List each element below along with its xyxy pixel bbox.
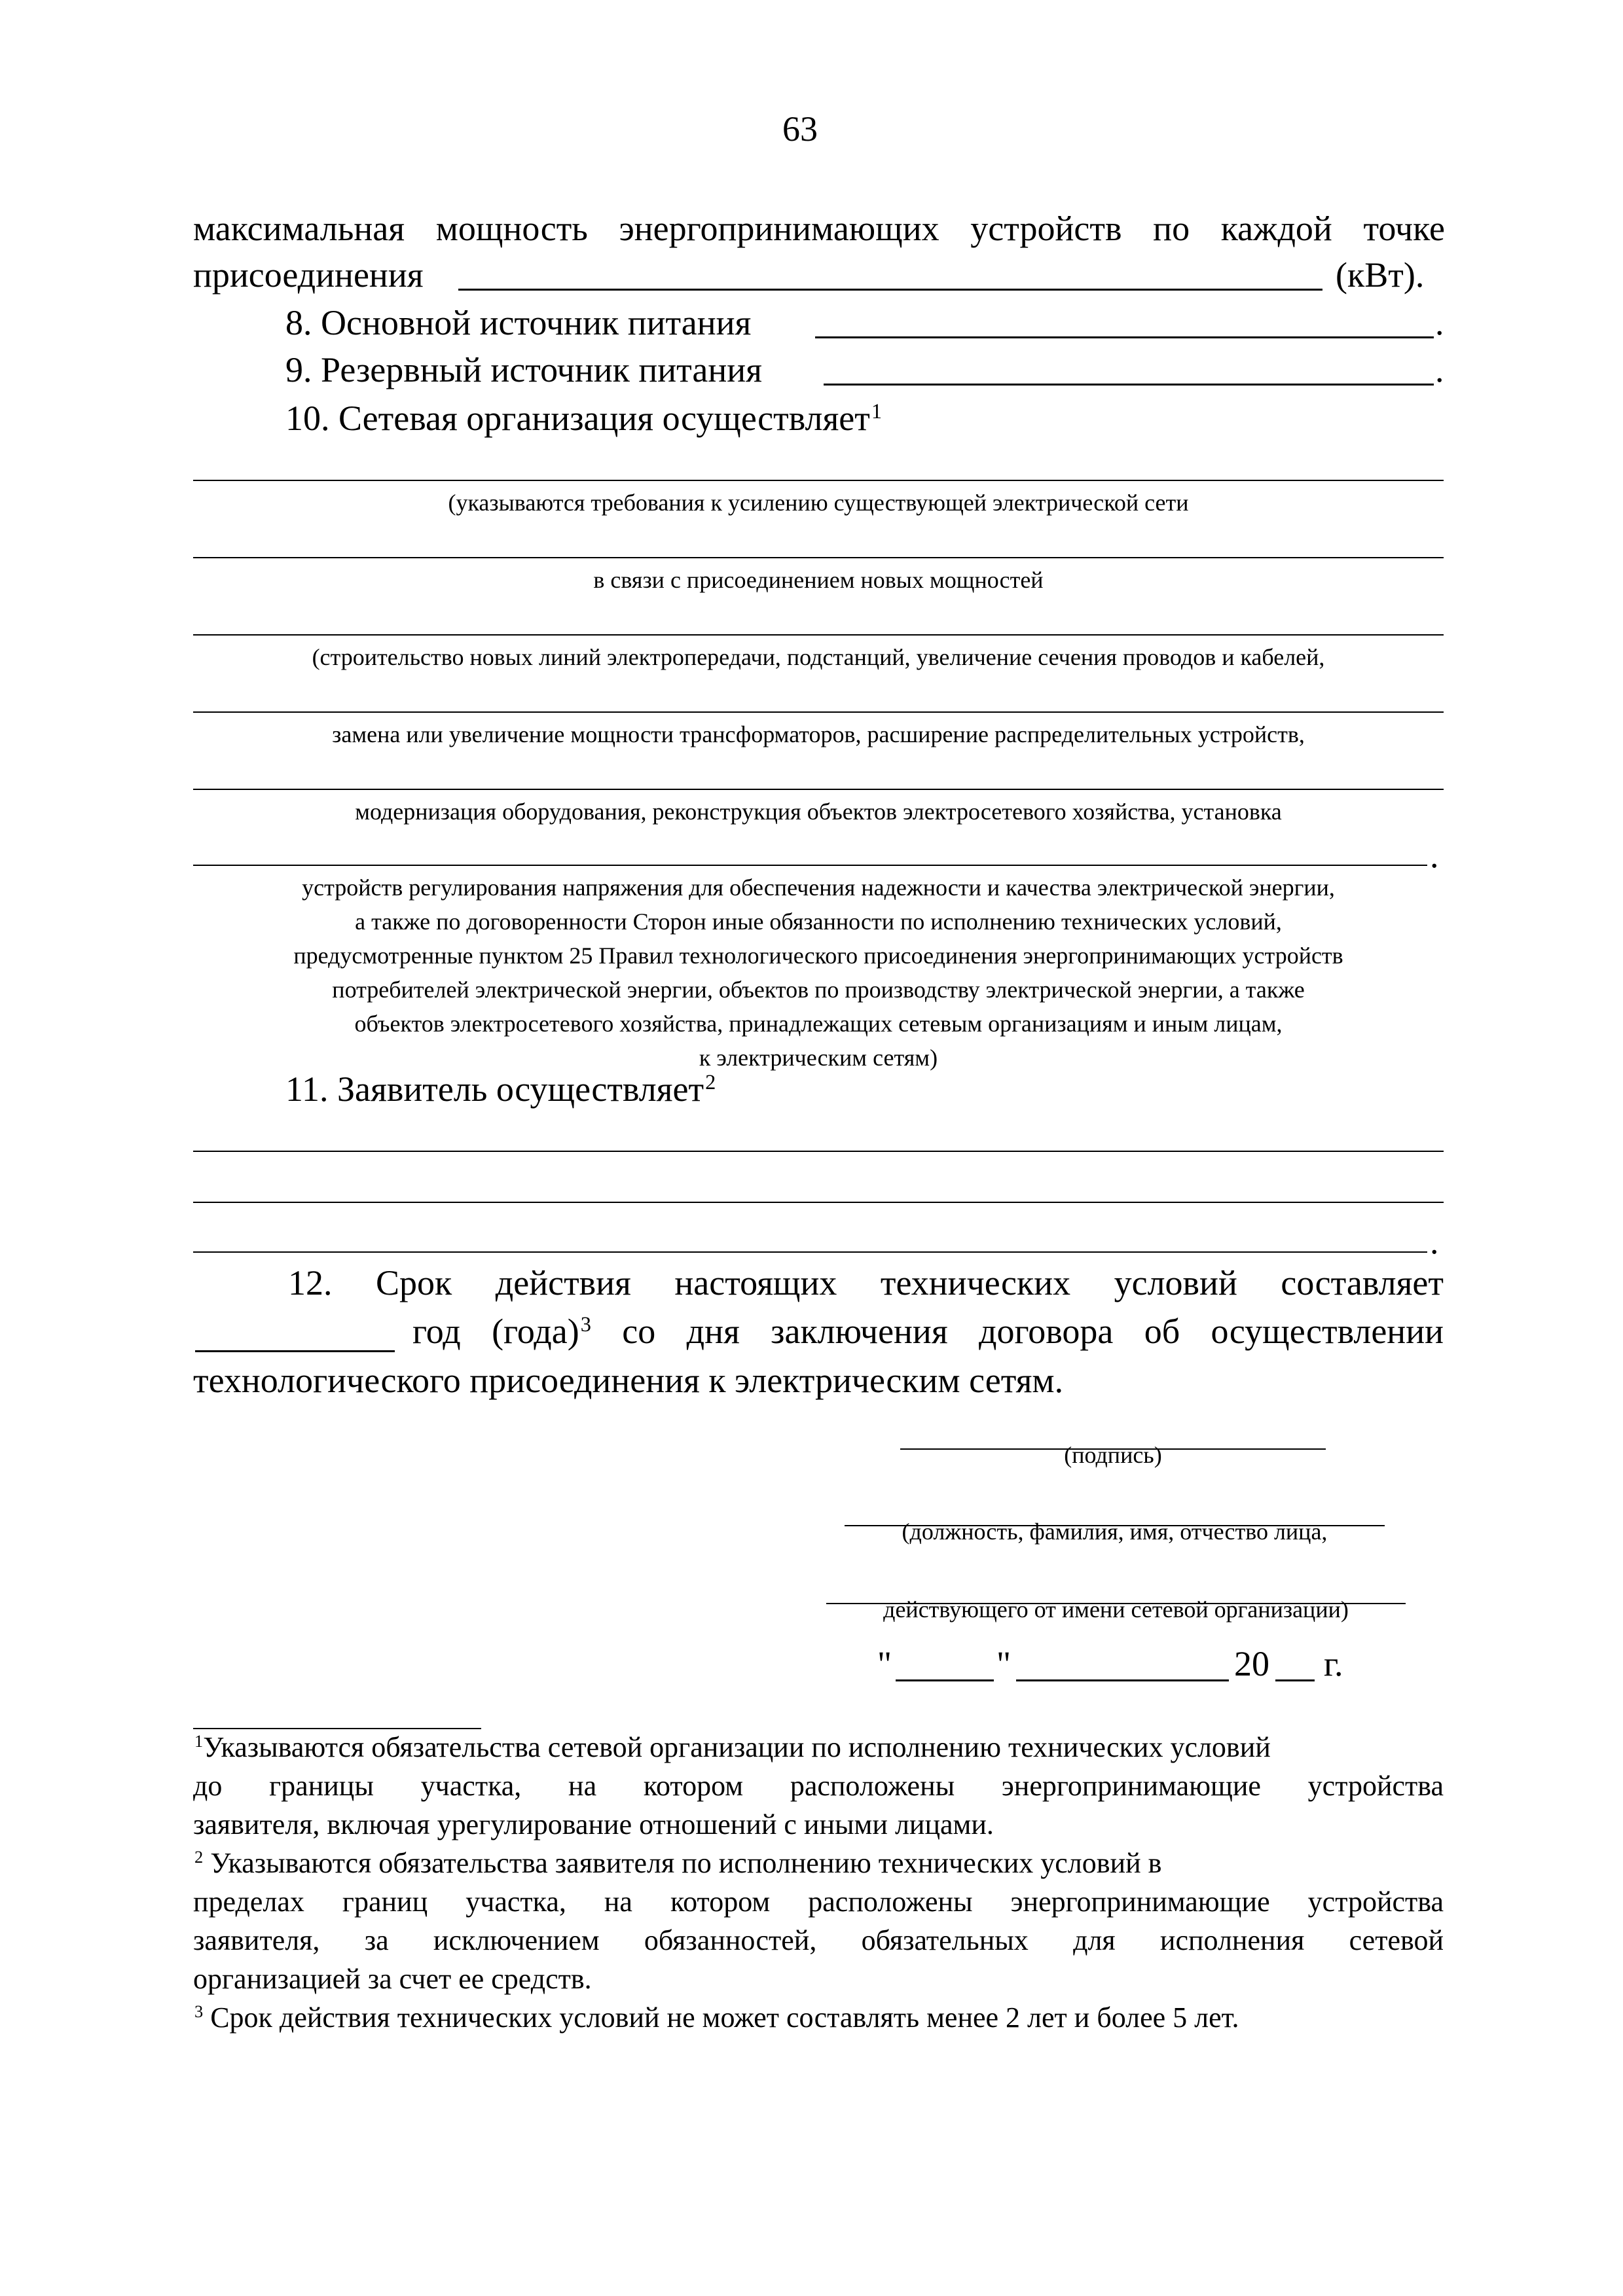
validity-years-field[interactable]	[195, 1350, 395, 1352]
grid-org-hint-block-3: предусмотренные пунктом 25 Правил технологического присоединения энергопринимающих устройств	[293, 942, 1343, 969]
max-power-field[interactable]	[458, 289, 1322, 291]
footnote-separator	[193, 1728, 481, 1729]
footnote-3-number: 3	[194, 2001, 204, 2022]
validity-years-label: год (года)	[412, 1312, 579, 1351]
footnote-1-number: 1	[194, 1731, 204, 1751]
grid-org-obligations-heading	[285, 401, 882, 436]
reserve-power-source-field[interactable]	[824, 384, 1434, 386]
footnote-ref-2: 2	[705, 1071, 716, 1095]
grid-org-field-period: .	[1430, 836, 1439, 875]
page-number: 63	[782, 109, 818, 149]
reserve-power-source-label: 9. Резервный источник питания	[285, 350, 763, 389]
grid-org-hint-block-6: к электрическим сетям)	[699, 1045, 938, 1071]
date-day-field[interactable]	[896, 1679, 994, 1681]
footnote-2-text-1: Указываются обязательства заявителя по исполнению технических условий в	[210, 1847, 1162, 1879]
grid-org-hint-block-5: объектов электросетевого хозяйства, принадлежащих сетевым организациям и иным лицам,	[354, 1011, 1283, 1037]
footnote-1-line-3: заявителя, включая урегулирование отношений с иными лицами.	[193, 1808, 994, 1840]
max-power-unit: (кВт).	[1336, 255, 1425, 295]
grid-org-hint-block-2: а также по договоренности Сторон иные обязанности по исполнению технических условий,	[355, 908, 1282, 935]
grid-org-field-1[interactable]	[193, 480, 1444, 481]
date-month-field[interactable]	[1016, 1679, 1229, 1681]
footnote-2-line-2: пределах границ участка, на котором расположены энергопринимающие устройства	[193, 1886, 1444, 1918]
validity-line-1: 12. Срок действия настоящих технических условий составляет	[288, 1263, 1444, 1302]
date-year-suffix: г.	[1324, 1644, 1343, 1683]
footnote-1-line-1	[193, 1733, 1271, 1762]
validity-line-2	[412, 1314, 1444, 1349]
position-name-label-1: (должность, фамилия, имя, отчество лица,	[902, 1518, 1328, 1545]
grid-org-hint-2: в связи с присоединением новых мощностей	[593, 567, 1044, 593]
footnote-2-line-3: заявителя, за исключением обязанностей, обязательных для исполнения сетевой	[193, 1924, 1444, 1956]
validity-from-label: со дня заключения договора об осуществлении	[622, 1312, 1444, 1351]
applicant-field-3[interactable]	[193, 1251, 1427, 1253]
footnote-ref-1: 1	[871, 400, 883, 424]
grid-org-field-6[interactable]	[193, 865, 1427, 866]
signature-label: (подпись)	[1064, 1442, 1162, 1468]
applicant-field-1[interactable]	[193, 1151, 1444, 1152]
footnote-2-number: 2	[194, 1847, 204, 1867]
main-power-source-period: .	[1435, 303, 1444, 342]
validity-line-3: технологического присоединения к электрическим сетям.	[193, 1361, 1064, 1400]
footnote-2-line-4: организацией за счет ее средств.	[193, 1963, 592, 1995]
main-power-source-label: 8. Основной источник питания	[285, 303, 752, 342]
applicant-field-period: .	[1430, 1222, 1439, 1261]
grid-org-hint-3: (строительство новых линий электропередачи, подстанций, увеличение сечения проводов и кабелей,	[312, 644, 1325, 670]
applicant-obligations-heading	[285, 1071, 716, 1107]
grid-org-hint-1: (указываются требования к усилению существующей электрической сети	[448, 490, 1189, 516]
reserve-power-source-period: .	[1435, 350, 1444, 389]
max-power-label: присоединения	[193, 255, 424, 295]
grid-org-hint-4: замена или увеличение мощности трансформаторов, расширение распределительных устройств,	[332, 721, 1305, 747]
footnote-2-line-1	[193, 1849, 1444, 1878]
footnote-1-line-2: до границы участка, на котором расположены энергопринимающие устройства	[193, 1770, 1444, 1802]
footnote-ref-3: 3	[580, 1313, 591, 1337]
date-year-field[interactable]	[1275, 1679, 1315, 1681]
grid-org-hint-block-1: устройств регулирования напряжения для обеспечения надежности и качества электрической энергии,	[302, 874, 1335, 901]
grid-org-obligations-text: 10. Сетевая организация осуществляет	[285, 399, 870, 438]
grid-org-hint-block-4: потребителей электрической энергии, объектов по производству электрической энергии, а также	[332, 977, 1305, 1003]
grid-org-field-4[interactable]	[193, 711, 1444, 713]
grid-org-field-2[interactable]	[193, 557, 1444, 558]
grid-org-field-3[interactable]	[193, 634, 1444, 636]
max-power-line-1: максимальная мощность энергопринимающих устройств по каждой точке	[193, 209, 1445, 248]
date-quote-close: "	[996, 1644, 1012, 1683]
grid-org-field-5[interactable]	[193, 789, 1444, 790]
applicant-field-2[interactable]	[193, 1202, 1444, 1203]
grid-org-hint-5: модернизация оборудования, реконструкция объектов электросетевого хозяйства, установка	[355, 798, 1282, 825]
footnote-3-text-1: Срок действия технических условий не может составлять менее 2 лет и более 5 лет.	[210, 2001, 1239, 2034]
main-power-source-field[interactable]	[815, 336, 1434, 338]
date-year-prefix: 20	[1234, 1644, 1269, 1683]
position-name-label-2: действующего от имени сетевой организации)	[883, 1596, 1349, 1623]
footnote-3-line-1	[193, 2003, 1239, 2032]
applicant-obligations-text: 11. Заявитель осуществляет	[285, 1069, 704, 1109]
date-quote-open: "	[877, 1644, 892, 1683]
footnote-1-text-1: Указываются обязательства сетевой организации по исполнению технических условий	[203, 1731, 1271, 1763]
